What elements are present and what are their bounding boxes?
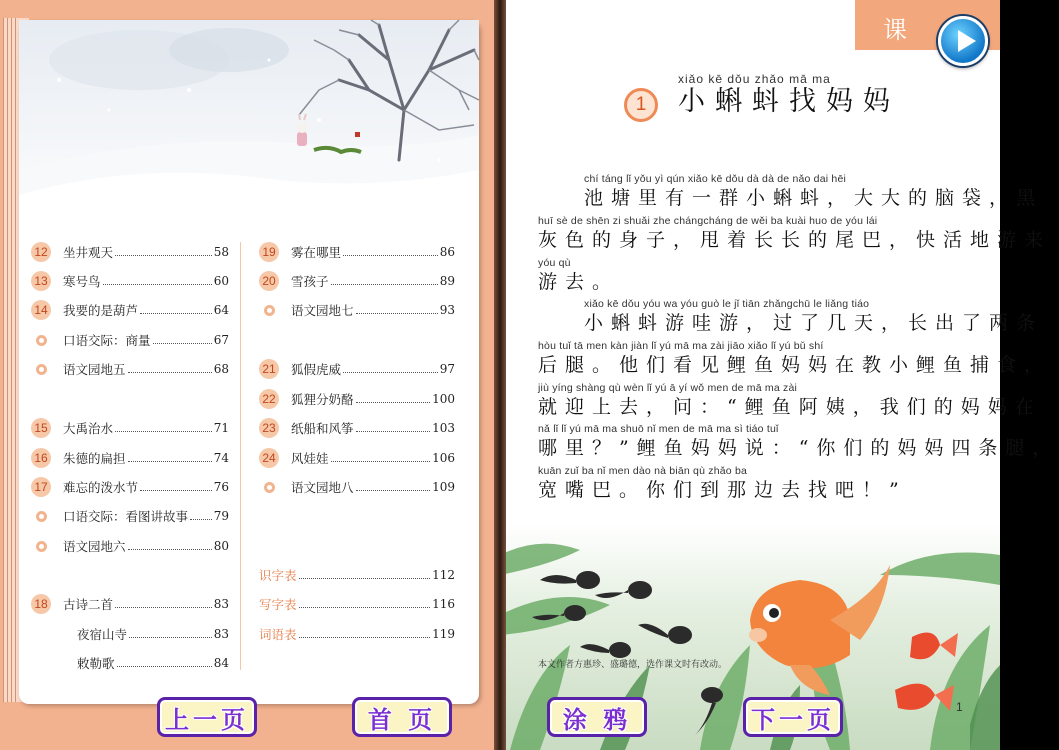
leader-dots	[190, 512, 212, 520]
toc-item[interactable]	[31, 271, 229, 291]
credit-note: 本文作者方惠珍、盛璐德，选作课文时有改动。	[538, 660, 728, 670]
bullet-icon	[31, 536, 51, 556]
lesson-number-badge: 17	[31, 477, 51, 497]
leader-dots	[140, 306, 212, 314]
leader-dots	[115, 600, 212, 608]
line-hanzi: 游去。	[538, 271, 620, 293]
line-hanzi: 就迎上去，问：“鲤鱼阿姨，我们的妈妈在	[538, 396, 1042, 418]
toc-item[interactable]	[259, 565, 455, 585]
toc-item-page: 67	[213, 333, 229, 347]
text-line	[538, 340, 1051, 378]
toc-item-title: 风娃娃	[291, 451, 329, 466]
toc-item-page: 106	[432, 451, 455, 465]
leader-dots	[128, 542, 212, 550]
line-hanzi: 哪里？”鲤鱼妈妈说：“你们的妈妈四条腿，	[538, 437, 1059, 459]
doodle-button[interactable]: 涂 鸦	[547, 697, 647, 737]
leader-dots	[299, 600, 431, 608]
toc-item-title: 坐井观天	[63, 245, 114, 260]
right-page	[500, 0, 1059, 750]
toc-item-title: 口语交际：商量	[63, 333, 151, 348]
leader-dots	[129, 630, 212, 638]
line-pinyin: hòu tuǐ tā men kàn jiàn lǐ yú mā ma zài jiāo xiǎo lǐ yú bǔ shí	[538, 340, 824, 352]
lesson-number-badge: 16	[31, 448, 51, 468]
line-hanzi: 宽嘴巴。你们到那边去找吧！”	[538, 479, 907, 501]
toc-paper	[19, 20, 479, 704]
line-pinyin: xiǎo kē dǒu yóu wa yóu guò le jǐ tiān zhǎngchū le liǎng tiáo	[584, 298, 870, 310]
bullet-icon	[259, 477, 279, 497]
toc-item[interactable]	[259, 242, 455, 262]
leader-dots	[140, 483, 212, 491]
toc-item[interactable]	[31, 506, 229, 526]
leader-dots	[356, 424, 431, 432]
lesson-number-badge: 19	[259, 242, 279, 262]
leader-dots	[153, 336, 212, 344]
toc-item-page: 93	[439, 303, 455, 317]
toc-item-title: 识字表	[259, 568, 297, 583]
toc-item[interactable]	[31, 624, 229, 644]
toc-item[interactable]	[31, 536, 229, 556]
toc-item-page: 83	[213, 627, 229, 641]
title-pinyin: xiǎo kē dǒu zhǎo mā ma	[678, 72, 831, 86]
leader-dots	[331, 277, 438, 285]
toc-item-page: 97	[439, 362, 455, 376]
toc-item-page: 64	[213, 303, 229, 317]
toc-item[interactable]	[259, 359, 455, 379]
line-hanzi: 灰色的身子，甩着长长的尾巴，快活地游来	[538, 229, 1052, 251]
home-button[interactable]: 首 页	[352, 697, 452, 737]
toc-item-title: 语文园地六	[63, 539, 126, 554]
leader-dots	[128, 365, 212, 373]
toc-item-title: 我要的是葫芦	[63, 303, 139, 318]
lesson-number-badge: 13	[31, 271, 51, 291]
toc-item-page: 86	[439, 245, 455, 259]
leader-dots	[299, 630, 431, 638]
toc-item-title: 大禹治水	[63, 421, 114, 436]
lesson-number-badge: 24	[259, 448, 279, 468]
book-spine	[494, 0, 506, 750]
title-hanzi: 小蝌蚪找妈妈	[678, 86, 900, 117]
toc-item-title: 雪孩子	[291, 274, 329, 289]
toc-item[interactable]	[31, 418, 229, 438]
lesson-number-badge: 22	[259, 389, 279, 409]
lesson-tab-label: 课	[883, 16, 907, 44]
text-line	[538, 465, 907, 503]
toc-item[interactable]	[31, 300, 229, 320]
lesson-number-badge: 12	[31, 242, 51, 262]
toc-item-page: 71	[213, 421, 229, 435]
leader-dots	[128, 454, 212, 462]
lesson-number-badge: 21	[259, 359, 279, 379]
leader-dots	[343, 248, 438, 256]
left-page	[0, 0, 500, 750]
toc-item-page: 100	[432, 392, 455, 406]
toc-item-title: 写字表	[259, 597, 297, 612]
column-divider	[240, 242, 241, 670]
toc-item[interactable]	[259, 477, 455, 497]
line-pinyin: huī sè de shēn zi shuǎi zhe chángcháng de wěi ba kuài huo de yóu lái	[538, 215, 878, 227]
toc-item-title: 狐假虎威	[291, 362, 342, 377]
text-line	[538, 215, 1051, 253]
toc-item[interactable]	[259, 389, 455, 409]
page-number: 1	[956, 700, 963, 714]
lesson-number-badge: 18	[31, 594, 51, 614]
toc-item-title: 古诗二首	[63, 597, 114, 612]
toc-item-title: 难忘的泼水节	[63, 480, 139, 495]
toc-item-page: 89	[439, 274, 455, 288]
line-pinyin: jiù yíng shàng qù wèn lǐ yú ā yí wǒ men de mā ma zài	[538, 382, 798, 394]
toc-item[interactable]	[259, 271, 455, 291]
leader-dots	[117, 659, 212, 667]
line-pinyin: nǎ lǐ lǐ yú mā ma shuō nǐ men de mā ma sì tiáo tuǐ	[538, 423, 779, 435]
leader-dots	[103, 277, 212, 285]
toc-item-page: 58	[213, 245, 229, 259]
toc-item[interactable]	[259, 300, 455, 320]
toc-item[interactable]	[31, 448, 229, 468]
toc-item-title: 朱德的扁担	[63, 451, 126, 466]
toc-item[interactable]	[259, 448, 455, 468]
prev-page-button[interactable]: 上一页	[157, 697, 257, 737]
leader-dots	[299, 571, 431, 579]
toc-item-title: 语文园地八	[291, 480, 354, 495]
toc-item[interactable]	[31, 653, 229, 673]
toc-item-page: 119	[432, 627, 455, 641]
line-pinyin: kuān zuǐ ba nǐ men dào nà biān qù zhǎo ba	[538, 465, 748, 477]
next-page-button[interactable]: 下一页	[743, 697, 843, 737]
line-hanzi: 后腿。他们看见鲤鱼妈妈在教小鲤鱼捕食，	[538, 354, 1052, 376]
text-line	[584, 173, 1043, 211]
bullet-icon	[31, 359, 51, 379]
toc-item[interactable]	[31, 330, 229, 350]
toc-item-title: 敕勒歌	[77, 656, 115, 671]
toc-item-page: 76	[213, 480, 229, 494]
line-hanzi: 池塘里有一群小蝌蚪，大大的脑袋，黑	[584, 187, 1044, 209]
toc-item[interactable]	[259, 624, 455, 644]
text-line	[538, 382, 1042, 420]
text-line	[584, 298, 1043, 336]
toc-item-title: 词语表	[259, 627, 297, 642]
bullet-icon	[259, 300, 279, 320]
toc-item-page: 83	[213, 597, 229, 611]
toc-item-title: 狐狸分奶酪	[291, 392, 354, 407]
toc-item-page: 60	[213, 274, 229, 288]
leader-dots	[356, 483, 431, 491]
toc-item-title: 寒号鸟	[63, 274, 101, 289]
text-line	[538, 423, 1059, 461]
lesson-number-badge: 23	[259, 418, 279, 438]
bullet-icon	[31, 330, 51, 350]
toc-item[interactable]	[259, 418, 455, 438]
leader-dots	[115, 248, 212, 256]
toc-item-title: 语文园地五	[63, 362, 126, 377]
toc-item-page: 79	[213, 509, 229, 523]
line-pinyin: yóu qù	[538, 257, 571, 269]
toc-item[interactable]	[31, 477, 229, 497]
leader-dots	[356, 395, 431, 403]
toc-item[interactable]	[31, 594, 229, 614]
toc-item[interactable]	[31, 359, 229, 379]
leader-dots	[356, 306, 438, 314]
winter-illustration	[19, 20, 479, 250]
toc-item-page: 68	[213, 362, 229, 376]
toc-item-title: 纸船和风筝	[291, 421, 354, 436]
toc-item-title: 雾在哪里	[291, 245, 342, 260]
toc-item[interactable]	[259, 594, 455, 614]
leader-dots	[331, 454, 431, 462]
lesson-number-badge: 20	[259, 271, 279, 291]
line-pinyin: chí táng lǐ yǒu yì qún xiǎo kē dǒu dà dà de nǎo dai hēi	[584, 173, 847, 185]
toc-item[interactable]	[31, 242, 229, 262]
leader-dots	[343, 365, 438, 373]
line-hanzi: 小蝌蚪游哇游，过了几天，长出了两条	[584, 312, 1044, 334]
lesson-number-badge: 14	[31, 300, 51, 320]
toc-item-page: 84	[213, 656, 229, 670]
toc-item-page: 109	[432, 480, 455, 494]
toc-item-title: 口语交际：看图讲故事	[63, 509, 189, 524]
text-line	[538, 257, 619, 295]
lesson-number-badge: 15	[31, 418, 51, 438]
bullet-icon	[31, 506, 51, 526]
toc-item-page: 103	[432, 421, 455, 435]
toc-item-page: 112	[432, 568, 455, 582]
toc-item-page: 116	[432, 597, 455, 611]
play-audio-icon[interactable]	[938, 16, 988, 66]
lesson-title	[678, 72, 900, 118]
toc-item-page: 80	[213, 539, 229, 553]
leader-dots	[115, 424, 212, 432]
toc-item-page: 74	[213, 451, 229, 465]
toc-item-title: 语文园地七	[291, 303, 354, 318]
toc-item-title: 夜宿山寺	[77, 627, 128, 642]
lesson-number-badge: 1	[624, 88, 658, 122]
